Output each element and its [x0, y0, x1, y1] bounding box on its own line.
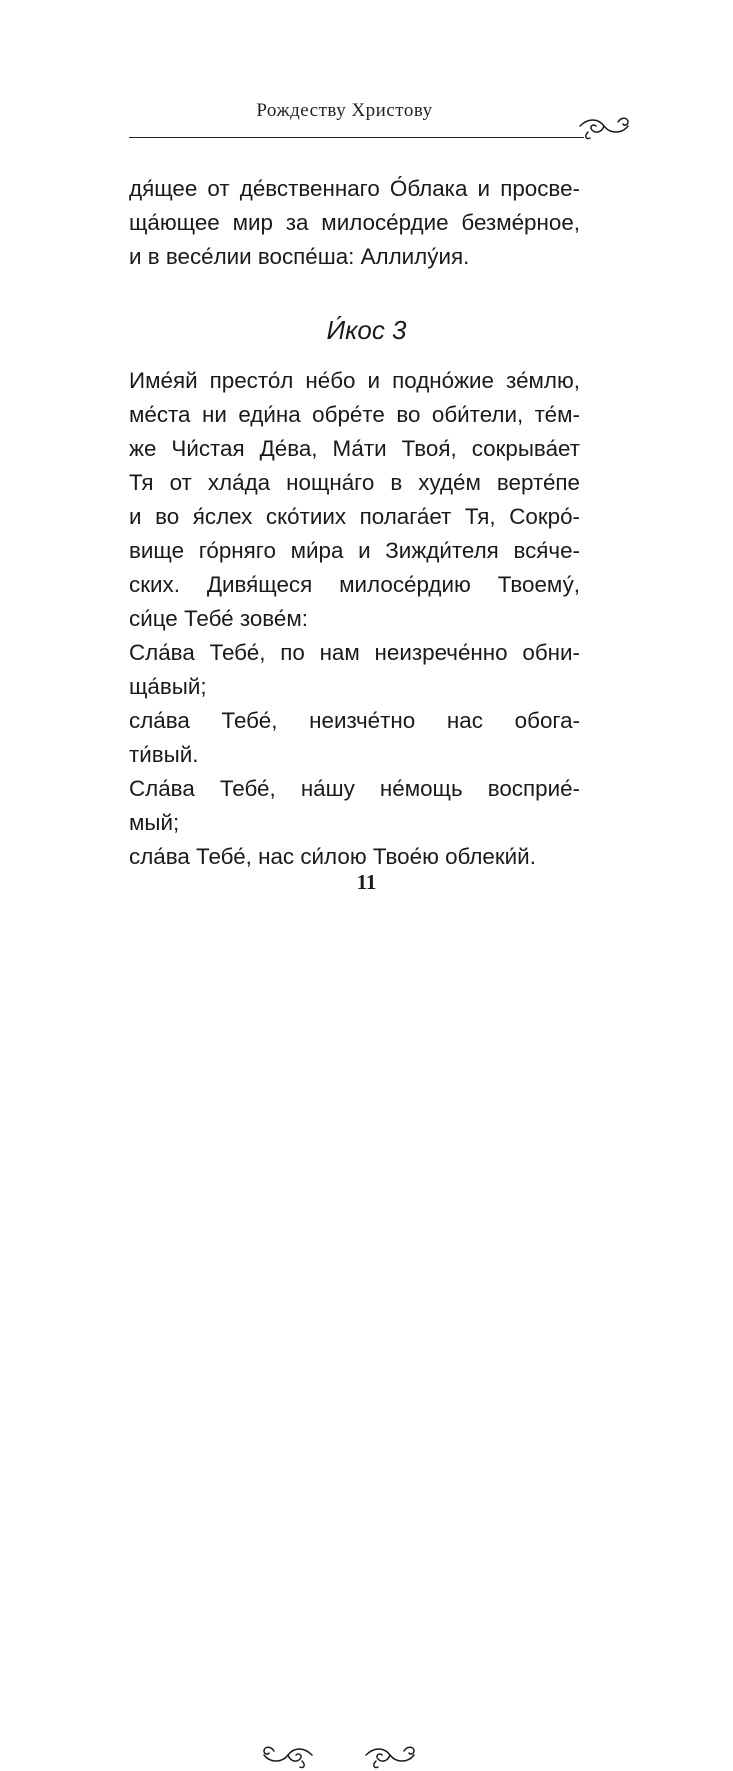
text-line: Сла́ва Тебе́, на́шу не́мощь восприе́-: [129, 776, 580, 801]
text-line: дя́щее от де́вственнаго О́блака и просве-: [129, 176, 580, 201]
continued-paragraph: [129, 172, 580, 274]
text-line: си́це Тебе́ зове́м:: [129, 606, 308, 631]
text-line: Сла́ва Тебе́, по нам неизрече́нно обни-: [129, 640, 580, 665]
flourish-ornament-icon: [578, 112, 632, 142]
text-line: Тя от хла́да нощна́го в худе́м верте́пе: [129, 470, 580, 495]
page-number: 11: [356, 870, 377, 894]
text-line: вище го́рняго ми́ра и Зижди́теля вся́че-: [129, 538, 580, 563]
text-line: ща́ющее мир за милосе́рдие безме́рное,: [129, 210, 580, 235]
text-line: и в весе́лии воспе́ша: Аллилу́ия.: [129, 244, 470, 269]
text-line: же Чи́стая Де́ва, Ма́ти Твоя́, сокрыва́ет: [129, 436, 580, 461]
section-title: И́кос 3: [326, 315, 407, 345]
text-line: ща́вый;: [129, 674, 207, 699]
text-line: мый;: [129, 810, 180, 835]
text-line: сла́ва Тебе́, неизче́тно нас обога-: [129, 708, 580, 733]
header-rule: [129, 137, 584, 138]
text-line: и во я́слех ско́тиих полага́ет Тя, Сокро́-: [129, 504, 580, 529]
text-line: ских. Дивя́щеся милосе́рдию Твоему́,: [129, 572, 580, 597]
flourish-ornament-icon: [258, 1743, 314, 1771]
text-line: Име́яй престо́л не́бо и подно́жие зе́млю,: [129, 368, 580, 393]
text-line: ме́ста ни еди́на обре́те во оби́тели, те́м-: [129, 402, 580, 427]
running-title: Рождеству Христову: [256, 100, 433, 121]
text-line: ти́вый.: [129, 742, 199, 767]
ikos-body: [129, 364, 580, 874]
flourish-ornament-icon: [364, 1743, 420, 1771]
text-line: сла́ва Тебе́, нас си́лою Твое́ю облеки́й.: [129, 844, 536, 869]
